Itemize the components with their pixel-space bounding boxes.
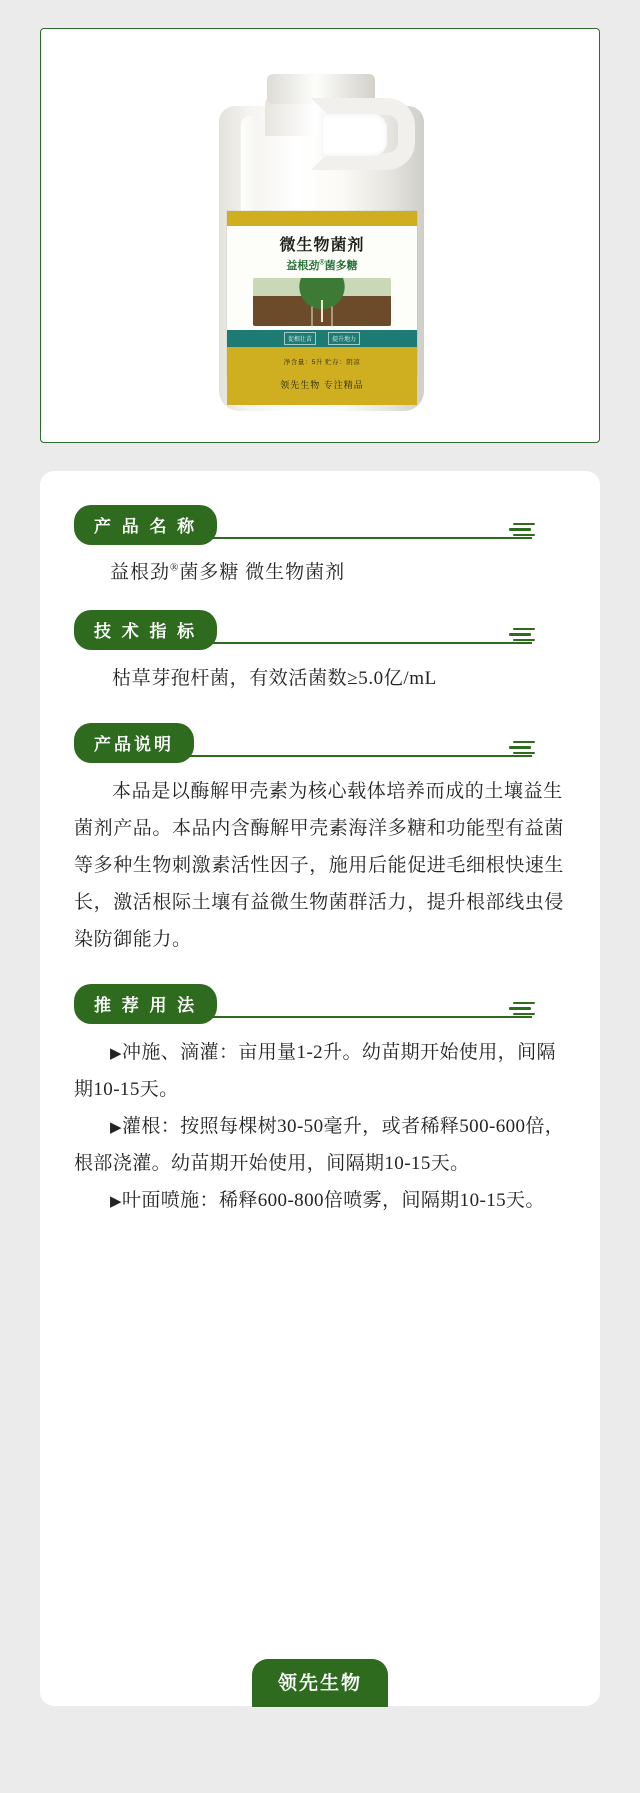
label-brand-suffix: 菌多糖 bbox=[324, 259, 358, 272]
triangle-bullet-icon: ▶ bbox=[110, 1120, 122, 1137]
triangle-bullet-icon: ▶ bbox=[110, 1046, 122, 1063]
label-tag-2: 提升地力 bbox=[328, 332, 360, 345]
usage-item-text: 灌根：按照每棵树30-50毫升，或者稀释500-600倍，根部浇灌。幼苗期开始使用，间隔期10-15天。 bbox=[74, 1116, 565, 1175]
label-brand-reg: ® bbox=[319, 258, 325, 266]
section-header bbox=[74, 505, 566, 539]
stack-lines-icon bbox=[506, 1002, 532, 1016]
stack-lines-icon bbox=[506, 523, 532, 537]
stack-lines-icon bbox=[506, 628, 532, 642]
jug-handle-opening bbox=[321, 114, 387, 156]
product-description-text: 本品是以酶解甲壳素为核心载体培养而成的土壤益生菌剂产品。本品内含酶解甲壳素海洋多糖和功能型有益菌等多种生物刺激素活性因子，施用后能促进毛细根快速生长，激活根际土壤有益微生物菌群活力，提升根部线虫侵染防御能力。 bbox=[74, 781, 565, 951]
product-name-value bbox=[74, 557, 566, 584]
section-tech-spec bbox=[40, 610, 600, 697]
usage-list bbox=[74, 1034, 566, 1219]
section-title-usage: 推 荐 用 法 bbox=[74, 984, 217, 1024]
label-tag-1: 促根壮苗 bbox=[284, 332, 316, 345]
product-name-prefix: 益根劲 bbox=[110, 562, 171, 583]
company-badge: 领先生物 bbox=[252, 1659, 388, 1707]
label-top-bar bbox=[227, 211, 417, 226]
section-title-product-description: 产品说明 bbox=[74, 723, 194, 763]
section-product-name bbox=[40, 505, 600, 584]
label-company-line: 领先生物 专注精品 bbox=[280, 379, 364, 390]
section-header bbox=[74, 723, 566, 757]
usage-item bbox=[74, 1108, 566, 1182]
tech-spec-text: 枯草芽孢杆菌，有效活菌数≥5.0亿/mL bbox=[112, 668, 437, 689]
label-spec-line: 净含量：5升 贮存：阴凉 bbox=[283, 358, 361, 366]
label-brand-name: 益根劲 bbox=[286, 259, 320, 272]
label-title: 微生物菌剂 bbox=[279, 236, 365, 254]
product-bottle-illustration bbox=[205, 56, 435, 416]
usage-item bbox=[74, 1182, 566, 1219]
section-title-tech-spec: 技 术 指 标 bbox=[74, 610, 217, 650]
section-title-product-name: 产 品 名 称 bbox=[74, 505, 217, 545]
triangle-bullet-icon: ▶ bbox=[110, 1194, 122, 1211]
bottle-label bbox=[227, 211, 417, 390]
label-footer-bar bbox=[227, 347, 417, 405]
usage-item-text: 冲施、滴灌：亩用量1-2升。幼苗期开始使用，间隔期10-15天。 bbox=[74, 1042, 556, 1101]
product-info-card bbox=[40, 471, 600, 1706]
product-image-card bbox=[40, 28, 600, 443]
label-brand bbox=[227, 257, 417, 273]
section-header bbox=[74, 984, 566, 1018]
usage-item bbox=[74, 1034, 566, 1108]
footer-badge-wrap bbox=[40, 1659, 600, 1707]
section-product-description bbox=[40, 723, 600, 958]
section-usage bbox=[40, 984, 600, 1219]
label-root-graphic bbox=[253, 278, 391, 326]
product-name-suffix: 菌多糖 微生物菌剂 bbox=[179, 562, 346, 583]
label-tag-bar bbox=[227, 330, 417, 347]
stack-lines-icon bbox=[506, 741, 532, 755]
section-header bbox=[74, 610, 566, 644]
product-detail-page bbox=[0, 28, 640, 1793]
usage-item-text: 叶面喷施：稀释600-800倍喷雾，间隔期10-15天。 bbox=[121, 1190, 545, 1212]
registered-mark: ® bbox=[170, 561, 180, 574]
